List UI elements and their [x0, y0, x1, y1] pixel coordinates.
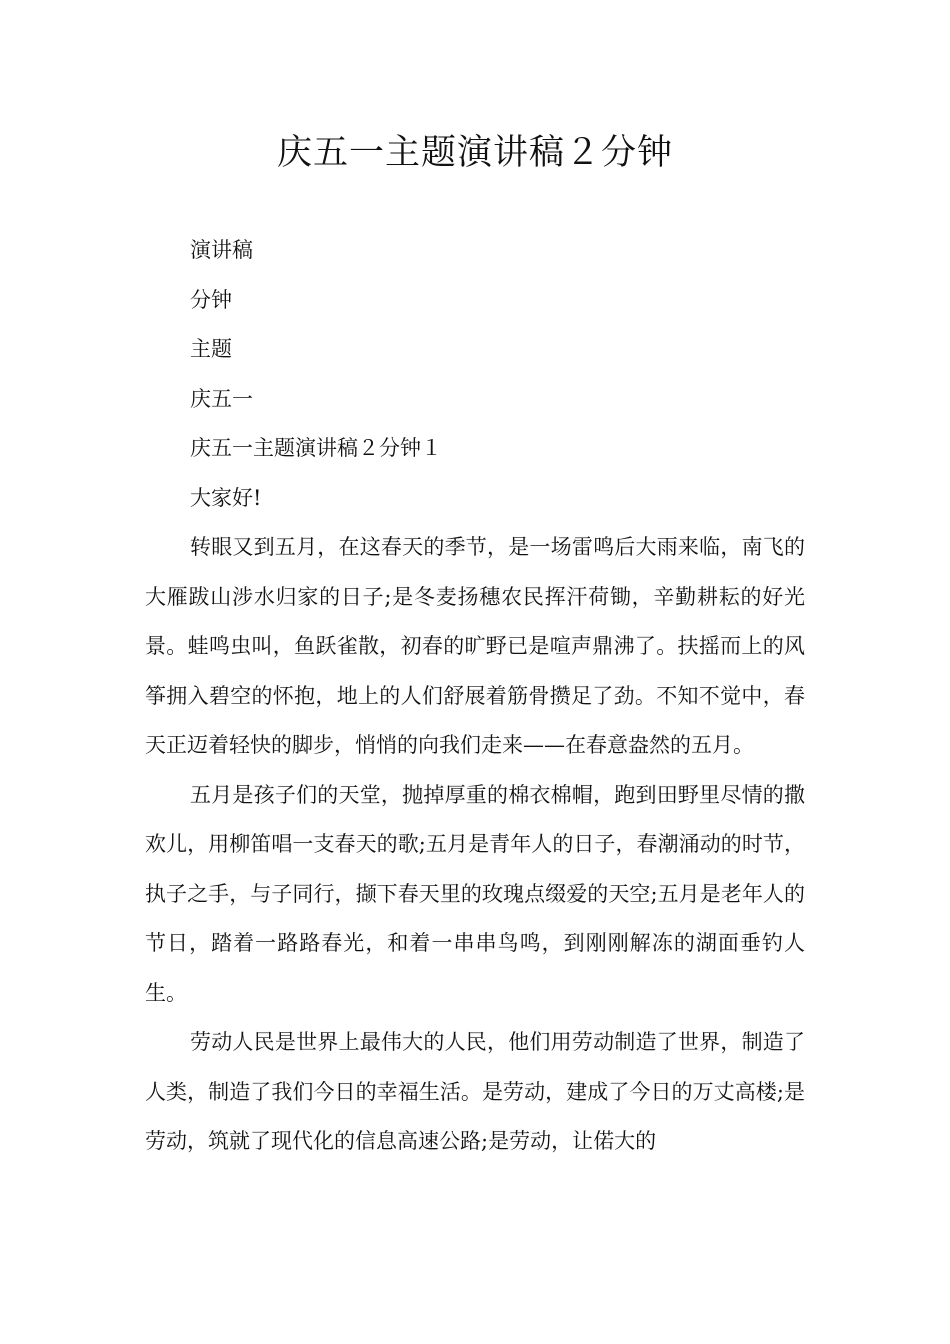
- body-paragraph: 五月是孩子们的天堂，抛掉厚重的棉衣棉帽，跑到田野里尽情的撒欢儿，用柳笛唱一支春天的歌;五月是青年人的日子，春潮涌动的时节，执子之手，与子同行，撷下春天里的玫瑰点缀爱的天空;五月是老年人的节日，踏着一路路春光，和着一串串鸟鸣，到刚刚解冻的湖面垂钓人生。: [145, 782, 805, 1005]
- body-paragraph: 转眼又到五月，在这春天的季节，是一场雷鸣后大雨来临，南飞的大雁跋山涉水归家的日子;是冬麦扬穗农民挥汗荷锄，辛勤耕耘的好光景。蛙鸣虫叫，鱼跃雀散，初春的旷野已是喧声鼎沸了。扶摇而上的风筝拥入碧空的怀抱，地上的人们舒展着筋骨攒足了劲。不知不觉中，春天正迈着轻快的脚步，悄悄的向我们走来——在春意盎然的五月。: [145, 535, 805, 757]
- keyword-line: 演讲稿: [190, 238, 253, 262]
- document-body: [145, 226, 805, 1167]
- keyword-line: 主题: [190, 337, 232, 361]
- keyword-line: 分钟: [190, 287, 232, 312]
- greeting: 大家好!: [190, 485, 262, 510]
- keyword-line: 庆五一: [190, 386, 253, 411]
- document-title: 庆五一主题演讲稿２分钟: [276, 133, 673, 173]
- section-heading: 庆五一主题演讲稿２分钟１: [190, 436, 442, 460]
- body-paragraph: 劳动人民是世界上最伟大的人民，他们用劳动制造了世界，制造了人类，制造了我们今日的幸福生活。是劳动，建成了今日的万丈高楼;是劳动，筑就了现代化的信息高速公路;是劳动，让偌大的: [145, 1030, 805, 1153]
